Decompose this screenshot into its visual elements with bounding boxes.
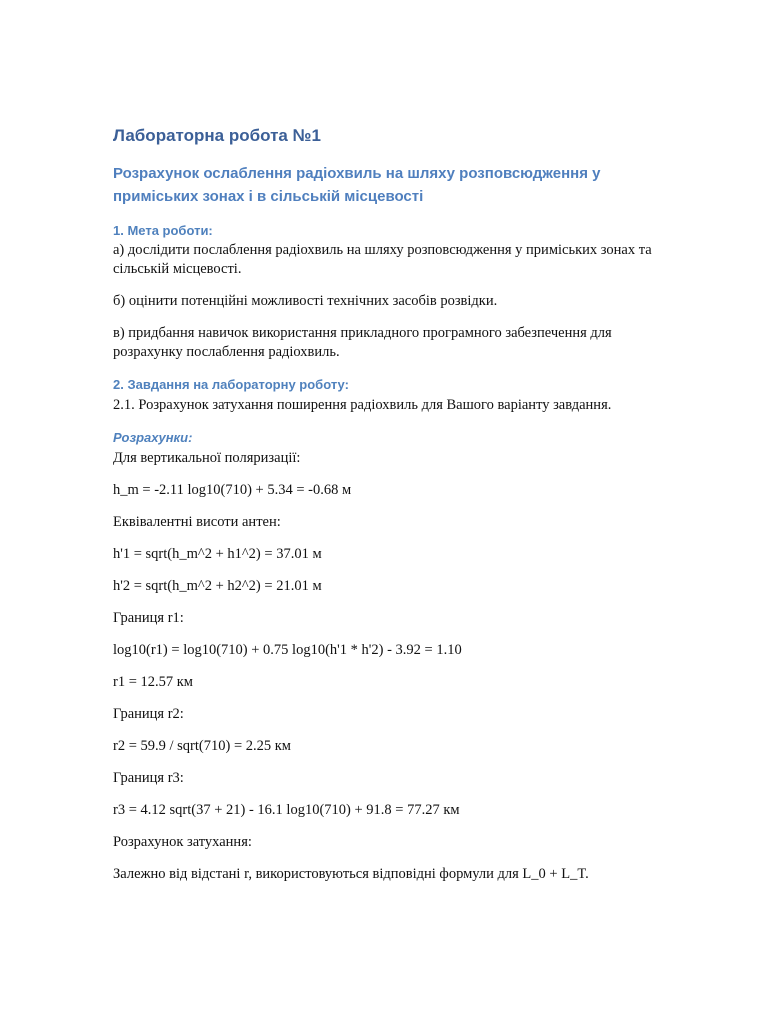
calc-line: Для вертикальної поляризації: (113, 450, 301, 466)
calc-line: log10(r1) = log10(710) + 0.75 log10(h'1 * h'2) - 3.92 = 1.10 (113, 642, 462, 658)
goal-item-c: в) придбання навичок використання прикладного програмного забезпечення для розрахунку послаблення радіохвиль. (113, 325, 612, 360)
calc-line: Залежно від відстані r, використовуються відповідні формули для L_0 + L_T. (113, 866, 589, 882)
goal-item-b: б) оцінити потенційні можливості технічних засобів розвідки. (113, 293, 498, 309)
calc-line: Границя r1: (113, 610, 184, 626)
goal-heading: 1. Мета роботи: (113, 223, 213, 238)
calc-line: Еквівалентні висоти антен: (113, 514, 281, 530)
calc-line: h'1 = sqrt(h_m^2 + h1^2) = 37.01 м (113, 546, 322, 562)
calc-line: h'2 = sqrt(h_m^2 + h2^2) = 21.01 м (113, 578, 322, 594)
task-text: 2.1. Розрахунок затухання поширення радіохвиль для Вашого варіанту завдання. (113, 397, 612, 413)
calc-line: Розрахунок затухання: (113, 834, 252, 850)
task-heading: 2. Завдання на лабораторну роботу: (113, 377, 349, 392)
calc-line: Границя r2: (113, 706, 184, 722)
calculations-heading: Розрахунки: (113, 430, 193, 445)
calc-line: r2 = 59.9 / sqrt(710) = 2.25 км (113, 738, 291, 754)
calc-line: r3 = 4.12 sqrt(37 + 21) - 16.1 log10(710) + 91.8 = 77.27 км (113, 802, 460, 818)
document-subtitle: Розрахунок ослаблення радіохвиль на шляху розповсюдження у приміських зонах і в сільській місцевості (113, 165, 601, 205)
calc-line: Границя r3: (113, 770, 184, 786)
calc-line: r1 = 12.57 км (113, 674, 193, 690)
document-title: Лабораторна робота №1 (113, 126, 321, 145)
calc-line: h_m = -2.11 log10(710) + 5.34 = -0.68 м (113, 482, 352, 498)
goal-item-a: а) дослідити послаблення радіохвиль на шляху розповсюдження у приміських зонах та сільській місцевості. (113, 242, 652, 277)
